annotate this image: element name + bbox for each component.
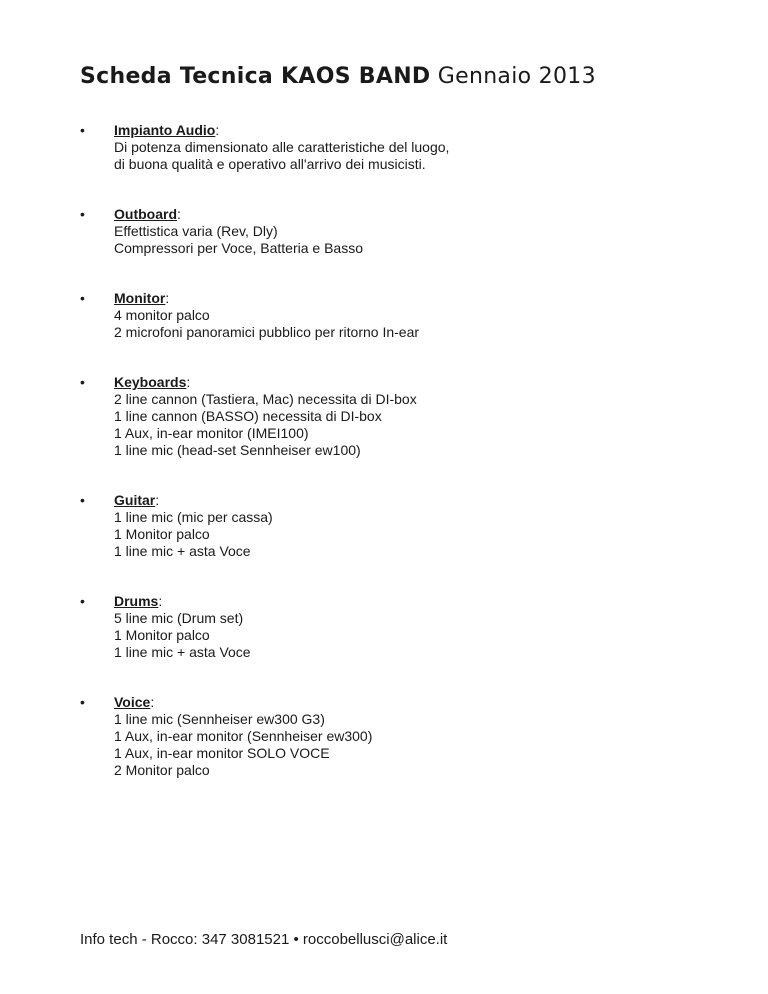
bullet-icon: • [80,694,85,710]
section-heading-name: Impianto Audio [114,122,216,138]
section-line: 1 Aux, in-ear monitor (Sennheiser ew300) [114,728,373,744]
heading-colon: : [158,593,163,609]
section-line: 2 line cannon (Tastiera, Mac) necessita di DI-box [114,391,417,407]
bullet-icon: • [80,290,85,306]
section-line: 1 line mic + asta Voce [114,644,251,660]
section-line: 5 line mic (Drum set) [114,610,244,626]
section-line: 1 line mic + asta Voce [114,543,251,559]
section-line: 4 monitor palco [114,307,210,323]
section-line: 1 Aux, in-ear monitor SOLO VOCE [114,745,330,761]
section-heading-name: Keyboards [114,374,187,390]
section-line: Di potenza dimensionato alle caratteristiche del luogo, [114,139,450,155]
section-heading-name: Voice [114,694,151,710]
heading-colon: : [186,374,191,390]
page-title-date: Gennaio 2013 [437,64,596,89]
section-list [80,122,700,812]
section-heading-name: Drums [114,593,159,609]
heading-colon: : [165,290,170,306]
section-heading [114,374,700,391]
section-line: di buona qualità e operativo all'arrivo dei musicisti. [114,156,426,172]
section-line: Effettistica varia (Rev, Dly) [114,223,278,239]
section-line: 1 Monitor palco [114,627,210,643]
section-line: 1 line cannon (BASSO) necessita di DI-box [114,408,382,424]
section-line: 1 Aux, in-ear monitor (IMEI100) [114,425,309,441]
section-heading-name: Outboard [114,206,177,222]
bullet-icon: • [80,122,85,138]
section-heading [114,593,700,610]
section-keyboards [80,374,700,459]
section-line: Compressori per Voce, Batteria e Basso [114,240,364,256]
section-heading-name: Guitar [114,492,156,508]
footer-contact: Info tech - Rocco: 347 3081521 • roccobellusci@alice.it [80,931,448,948]
section-drums [80,593,700,661]
section-heading [114,492,700,509]
bullet-icon: • [80,206,85,222]
section-heading [114,206,700,223]
heading-colon: : [215,122,220,138]
bullet-icon: • [80,593,85,609]
bullet-icon: • [80,492,85,508]
page-title [80,64,596,89]
page-title-band: Scheda Tecnica KAOS BAND [80,64,431,89]
section-line: 1 line mic (mic per cassa) [114,509,273,525]
section-monitor [80,290,700,341]
section-heading [114,694,700,711]
section-line: 1 Monitor palco [114,526,210,542]
heading-colon: : [177,206,181,222]
heading-colon: : [155,492,160,508]
heading-colon: : [150,694,155,710]
section-heading [114,122,700,139]
section-line: 1 line mic (Sennheiser ew300 G3) [114,711,325,727]
section-outboard [80,206,700,257]
section-guitar [80,492,700,560]
section-line: 2 microfoni panoramici pubblico per ritorno In-ear [114,324,420,340]
section-voice [80,694,700,779]
section-line: 1 line mic (head-set Sennheiser ew100) [114,442,361,458]
section-line: 2 Monitor palco [114,762,210,778]
bullet-icon: • [80,374,85,390]
section-heading [114,290,700,307]
section-heading-name: Monitor [114,290,166,306]
section-impianto-audio [80,122,700,173]
